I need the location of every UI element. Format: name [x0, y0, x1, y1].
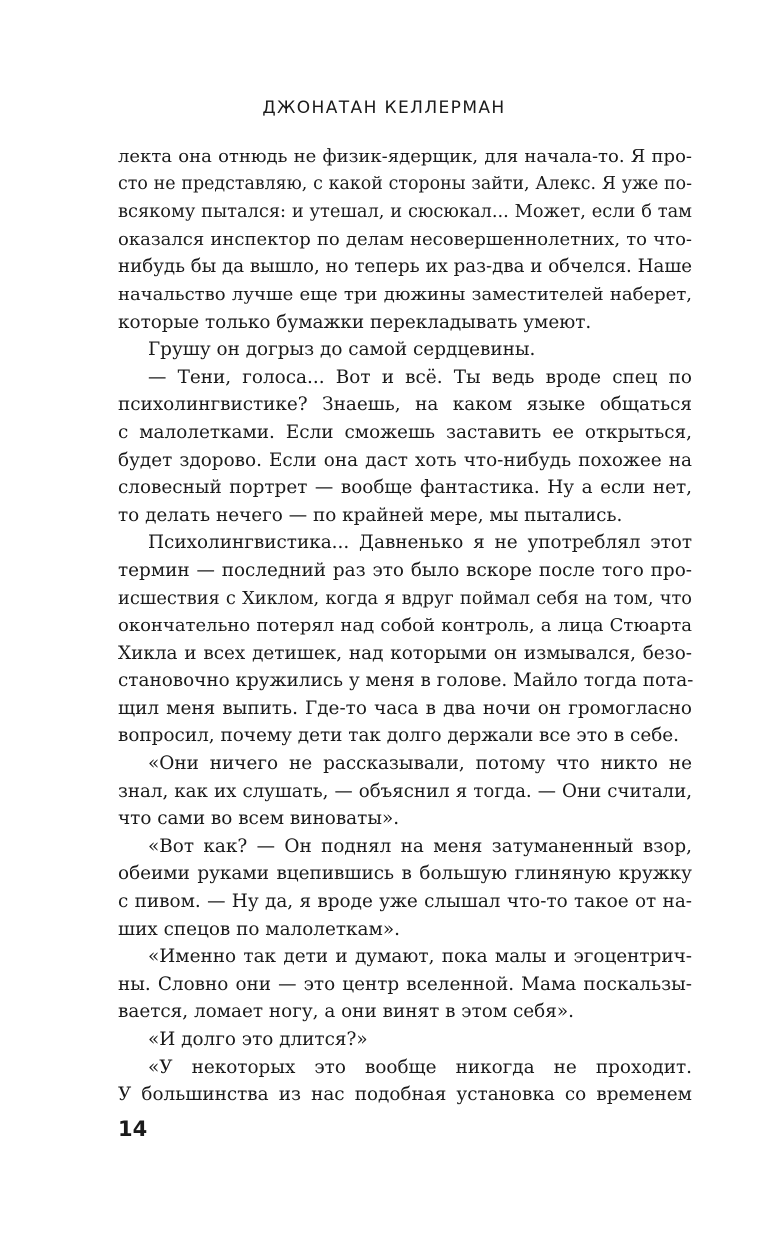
- text-line: «Они ничего не рассказывали, потому что никто не: [148, 753, 692, 775]
- page-number: 14: [118, 1117, 148, 1141]
- text-line: становочно кружились у меня в голове. Майло тогда пота-: [118, 670, 694, 692]
- text-line: с пивом. — Ну да, я вроде уже слышал что-то такое от на-: [118, 891, 692, 913]
- text-line: всякому пытался: и утешал, и сюсюкал... Может, если б там: [118, 201, 692, 223]
- text-line: что сами во всем виноваты».: [118, 808, 400, 830]
- text-line: которые только бумажки перекладывать умеют.: [118, 311, 592, 333]
- text-line: лекта она отнюдь не физик-ядерщик, для начала-то. Я про-: [118, 146, 692, 167]
- body-text: [118, 143, 692, 1109]
- text-line: щил меня выпить. Где-то часа в два ночи он громогласно: [118, 697, 692, 719]
- text-line: «Вот как? — Он поднял на меня затуманенный взор,: [148, 835, 692, 857]
- text-line: вопросил, почему дети так долго держали все это в себе.: [118, 725, 680, 747]
- text-line: — Тени, голоса... Вот и всё. Ты ведь вроде спец по: [148, 366, 692, 388]
- text-line: нибудь бы да вышло, но теперь их раз-два и обчелся. Наше: [118, 256, 692, 278]
- text-line: с малолетками. Если сможешь заставить ее открыться,: [118, 421, 692, 443]
- text-line: окончательно потерял над собой контроль, а лица Стюарта: [118, 615, 692, 637]
- text-line: термин — последний раз это было вскоре после того про-: [118, 559, 692, 581]
- text-line: словесный портрет — вообще фантастика. Ну а если нет,: [118, 477, 692, 499]
- text-line: «Именно так дети и думают, пока малы и эгоцентрич-: [148, 946, 692, 968]
- text-line: исшествия с Хиклом, когда я вдруг поймал себя на том, что: [118, 587, 692, 609]
- text-line: Грушу он догрыз до самой сердцевины.: [148, 339, 536, 361]
- text-line: оказался инспектор по делам несовершеннолетних, то что-: [118, 228, 692, 250]
- text-line: начальство лучше еще три дюжины заместителей наберет,: [118, 283, 692, 305]
- text-line: «У некоторых это вообще никогда не проходит.: [148, 1056, 692, 1078]
- text-line: У большинства из нас подобная установка со временем: [118, 1084, 692, 1106]
- text-line: вается, ломает ногу, а они винят в этом себя».: [118, 1001, 574, 1023]
- text-line: то делать нечего — по крайней мере, мы пытались.: [118, 504, 623, 526]
- text-line: знал, как их слушать, — объяснил я тогда. — Они считали,: [118, 780, 692, 802]
- text-line: ших спецов по малолеткам».: [118, 918, 400, 940]
- text-line: Психолингвистика... Давненько я не употреблял этот: [148, 532, 692, 554]
- text-line: психолингвистике? Знаешь, на каком языке общаться: [118, 394, 692, 416]
- text-line: ны. Словно они — это центр вселенной. Мама поскальзы-: [118, 973, 692, 995]
- running-head: ДЖОНАТАН КЕЛЛЕРМАН: [262, 98, 506, 118]
- text-line: «И долго это длится?»: [148, 1029, 368, 1050]
- text-line: будет здорово. Если она даст хоть что-нибудь похожее на: [118, 449, 692, 471]
- text-line: Хикла и всех детишек, над которыми он измывался, безо-: [118, 642, 692, 664]
- text-line: сто не представляю, с какой стороны зайти, Алекс. Я уже по-: [118, 173, 692, 194]
- text-line: обеими руками вцепившись в большую глиняную кружку: [118, 863, 692, 885]
